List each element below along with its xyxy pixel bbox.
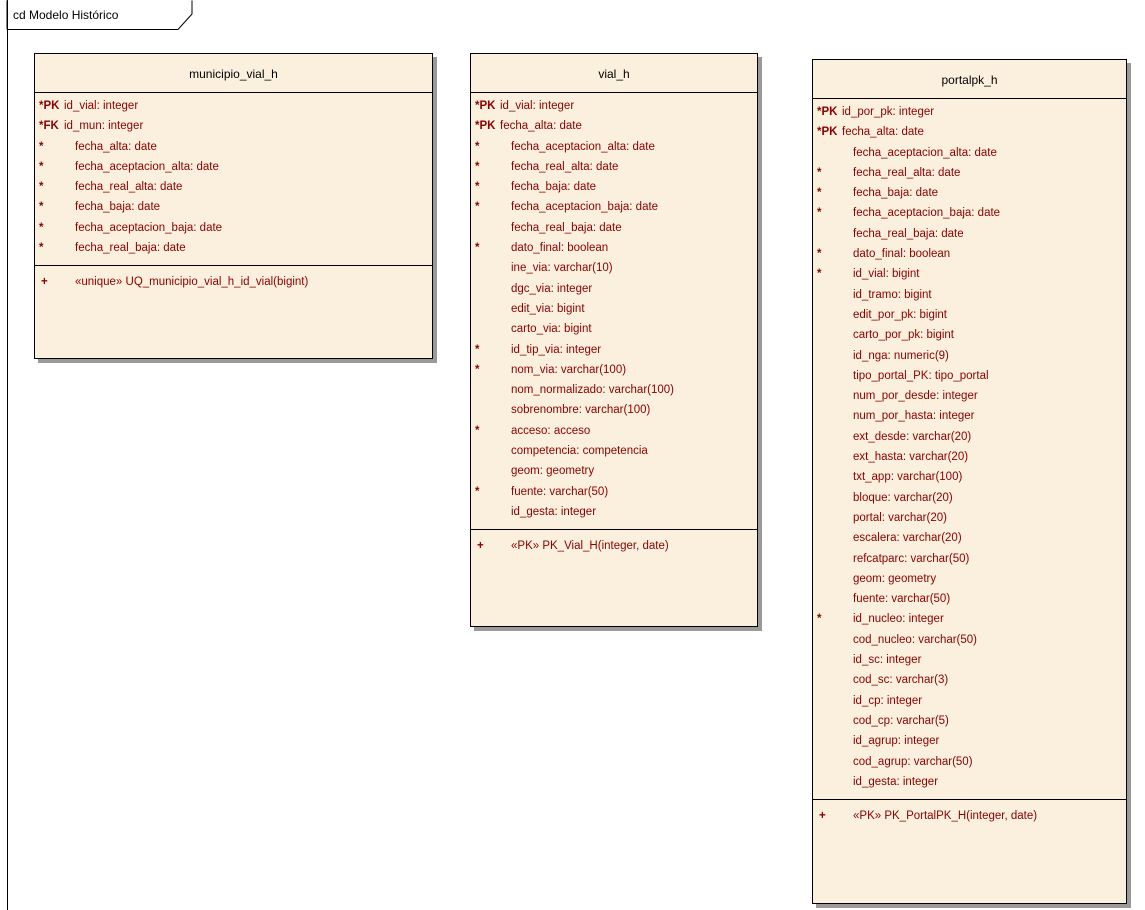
operation-signature: «PK» PK_Vial_H(integer, date): [511, 540, 669, 553]
attribute-marker: *: [39, 201, 44, 214]
attribute-row: [813, 731, 1126, 751]
operation-row: [35, 272, 432, 292]
attribute-name: carto_via: bigint: [511, 323, 592, 336]
attribute-marker: *PK: [39, 100, 60, 112]
attribute-name: id_vial: bigint: [853, 268, 920, 281]
operation-signature: «PK» PK_PortalPK_H(integer, date): [853, 810, 1038, 823]
attribute-marker: *: [475, 242, 480, 255]
attribute-name: escalera: varchar(20): [853, 532, 962, 545]
attribute-row: [813, 711, 1126, 731]
attribute-name: fuente: varchar(50): [853, 593, 951, 606]
attribute-row: [35, 218, 432, 238]
attribute-name: fecha_aceptacion_alta: date: [511, 140, 655, 153]
attribute-row: [813, 305, 1126, 325]
attribute-name: fuente: varchar(50): [511, 485, 609, 498]
attribute-marker: *PK: [817, 126, 838, 139]
attribute-row: [813, 244, 1126, 264]
attribute-marker: *: [475, 181, 480, 194]
attribute-row: [471, 218, 757, 238]
attribute-row: [813, 325, 1126, 345]
attribute-row: [471, 380, 757, 400]
attribute-marker: *: [475, 160, 480, 173]
attribute-row: [471, 96, 757, 116]
operation-visibility: +: [41, 276, 48, 289]
attribute-row: [813, 549, 1126, 569]
attribute-name: fecha_real_alta: date: [511, 160, 619, 173]
attribute-row: [471, 400, 757, 420]
attribute-name: fecha_aceptacion_baja: date: [511, 201, 659, 214]
attribute-name: nom_normalizado: varchar(100): [511, 384, 674, 397]
attribute-marker: *: [817, 613, 822, 626]
attribute-marker: *: [475, 201, 480, 214]
attribute-name: fecha_real_baja: date: [75, 242, 186, 255]
attribute-row: [471, 177, 757, 197]
attribute-name: fecha_baja: date: [853, 187, 939, 200]
attribute-name: cod_cp: varchar(5): [853, 714, 949, 727]
operation-row: [813, 806, 1126, 826]
attribute-compartment: [813, 99, 1126, 800]
attribute-row: [471, 502, 757, 522]
attribute-row: [813, 143, 1126, 163]
attribute-name: id_vial: integer: [64, 100, 139, 112]
attribute-name: fecha_aceptacion_alta: date: [853, 146, 997, 159]
class-name: vial_h: [471, 54, 757, 93]
attribute-name: fecha_real_baja: date: [853, 227, 964, 240]
attribute-name: cod_sc: varchar(3): [853, 674, 949, 687]
operation-row: [471, 536, 757, 556]
attribute-row: [813, 386, 1126, 406]
frame-left-border: [7, 0, 8, 910]
attribute-row: [35, 157, 432, 177]
attribute-marker: *PK: [817, 106, 838, 118]
operation-signature: «unique» UQ_municipio_vial_h_id_vial(bigint): [75, 276, 309, 289]
attribute-row: [471, 319, 757, 339]
attribute-row: [35, 238, 432, 258]
attribute-row: [813, 285, 1126, 305]
attribute-row: [813, 589, 1126, 609]
operation-visibility: +: [477, 540, 484, 553]
attribute-row: [471, 340, 757, 360]
attribute-name: tipo_portal_PK: tipo_portal: [853, 369, 989, 382]
attribute-name: dato_final: boolean: [511, 242, 609, 255]
attribute-name: cod_agrup: varchar(50): [853, 755, 973, 768]
attribute-row: [35, 177, 432, 197]
attribute-row: [813, 569, 1126, 589]
attribute-row: [471, 238, 757, 258]
attribute-name: fecha_real_alta: date: [75, 181, 183, 194]
attribute-row: [813, 488, 1126, 508]
attribute-row: [471, 441, 757, 461]
attribute-row: [35, 137, 432, 157]
attribute-row: [813, 346, 1126, 366]
attribute-marker: *: [817, 187, 822, 200]
attribute-name: fecha_alta: date: [500, 120, 582, 133]
attribute-name: acceso: acceso: [511, 424, 591, 437]
attribute-row: [35, 197, 432, 217]
attribute-marker: *: [475, 485, 480, 498]
attribute-name: id_nga: numeric(9): [853, 349, 949, 362]
attribute-marker: *: [39, 181, 44, 194]
attribute-row: [813, 203, 1126, 223]
attribute-row: [813, 752, 1126, 772]
operation-compartment: [813, 800, 1126, 826]
attribute-name: ine_via: varchar(10): [511, 262, 613, 275]
attribute-row: [471, 461, 757, 481]
attribute-marker: *: [817, 207, 822, 220]
attribute-name: nom_via: varchar(100): [511, 363, 627, 376]
attribute-name: num_por_desde: integer: [853, 390, 978, 403]
attribute-name: id_tip_via: integer: [511, 343, 602, 356]
attribute-name: id_gesta: integer: [853, 775, 939, 788]
attribute-name: cod_nucleo: varchar(50): [853, 633, 978, 646]
attribute-row: [813, 264, 1126, 284]
attribute-row: [471, 197, 757, 217]
class-name: municipio_vial_h: [35, 54, 432, 93]
attribute-row: [35, 116, 432, 136]
attribute-row: [813, 467, 1126, 487]
attribute-marker: *: [39, 242, 44, 255]
attribute-name: id_nucleo: integer: [853, 613, 944, 626]
attribute-name: fecha_baja: date: [511, 181, 597, 194]
attribute-row: [471, 157, 757, 177]
attribute-marker: *: [475, 424, 480, 437]
attribute-row: [813, 366, 1126, 386]
attribute-row: [813, 650, 1126, 670]
attribute-row: [813, 630, 1126, 650]
attribute-name: id_agrup: integer: [853, 735, 940, 748]
attribute-row: [813, 224, 1126, 244]
attribute-row: [813, 122, 1126, 142]
attribute-name: id_sc: integer: [853, 654, 922, 667]
attribute-row: [813, 670, 1126, 690]
attribute-name: fecha_real_alta: date: [853, 166, 961, 179]
attribute-name: geom: geometry: [511, 465, 595, 478]
attribute-marker: *PK: [475, 100, 496, 112]
attribute-name: fecha_aceptacion_baja: date: [853, 207, 1001, 220]
attribute-row: [813, 528, 1126, 548]
attribute-name: dato_final: boolean: [853, 248, 951, 261]
attribute-row: [471, 279, 757, 299]
attribute-marker: *: [39, 160, 44, 173]
attribute-row: [813, 609, 1126, 629]
attribute-row: [471, 137, 757, 157]
attribute-name: num_por_hasta: integer: [853, 410, 975, 423]
attribute-marker: *: [475, 140, 480, 153]
attribute-row: [813, 427, 1126, 447]
attribute-name: portal: varchar(20): [853, 511, 947, 524]
attribute-name: carto_por_pk: bigint: [853, 329, 955, 342]
attribute-marker: *: [817, 166, 822, 179]
attribute-marker: *FK: [39, 120, 59, 133]
attribute-row: [471, 258, 757, 278]
class-portalpk-h[interactable]: [812, 59, 1127, 904]
attribute-row: [471, 360, 757, 380]
attribute-marker: *: [39, 140, 44, 153]
attribute-name: edit_via: bigint: [511, 302, 585, 315]
attribute-row: [471, 482, 757, 502]
attribute-marker: *: [475, 363, 480, 376]
attribute-name: competencia: competencia: [511, 445, 648, 458]
attribute-name: id_vial: integer: [500, 100, 575, 112]
attribute-name: id_por_pk: integer: [842, 106, 935, 118]
attribute-name: bloque: varchar(20): [853, 491, 953, 504]
attribute-compartment: [35, 93, 432, 266]
class-municipio-vial-h[interactable]: [34, 53, 433, 359]
attribute-name: fecha_aceptacion_alta: date: [75, 160, 219, 173]
attribute-name: ext_hasta: varchar(20): [853, 451, 969, 464]
attribute-row: [813, 508, 1126, 528]
class-vial-h[interactable]: [470, 53, 758, 627]
attribute-name: dgc_via: integer: [511, 282, 593, 295]
attribute-name: id_tramo: bigint: [853, 288, 932, 301]
attribute-row: [471, 421, 757, 441]
attribute-name: geom: geometry: [853, 572, 937, 585]
attribute-name: fecha_alta: date: [842, 126, 924, 139]
attribute-row: [813, 102, 1126, 122]
attribute-marker: *: [817, 268, 822, 281]
class-name: portalpk_h: [813, 60, 1126, 99]
attribute-name: id_gesta: integer: [511, 505, 597, 518]
attribute-name: txt_app: varchar(100): [853, 471, 963, 484]
attribute-name: sobrenombre: varchar(100): [511, 404, 651, 417]
attribute-row: [813, 447, 1126, 467]
attribute-compartment: [471, 93, 757, 530]
attribute-name: refcatparc: varchar(50): [853, 552, 970, 565]
attribute-name: fecha_real_baja: date: [511, 221, 622, 234]
attribute-marker: *: [817, 248, 822, 261]
attribute-name: ext_desde: varchar(20): [853, 430, 972, 443]
attribute-name: edit_por_pk: bigint: [853, 308, 947, 321]
attribute-name: id_cp: integer: [853, 694, 923, 707]
attribute-marker: *: [39, 221, 44, 234]
operation-compartment: [471, 530, 757, 556]
operation-compartment: [35, 266, 432, 292]
attribute-marker: *PK: [475, 120, 496, 133]
attribute-row: [813, 163, 1126, 183]
operation-visibility: +: [819, 810, 826, 823]
attribute-row: [471, 299, 757, 319]
frame-label: cd Modelo Histórico: [13, 8, 119, 22]
attribute-row: [35, 96, 432, 116]
attribute-name: fecha_baja: date: [75, 201, 161, 214]
attribute-marker: *: [475, 343, 480, 356]
attribute-row: [813, 691, 1126, 711]
attribute-row: [813, 183, 1126, 203]
attribute-name: fecha_alta: date: [75, 140, 157, 153]
attribute-row: [471, 116, 757, 136]
attribute-row: [813, 406, 1126, 426]
attribute-name: id_mun: integer: [64, 120, 144, 133]
attribute-row: [813, 772, 1126, 792]
attribute-name: fecha_aceptacion_baja: date: [75, 221, 223, 234]
